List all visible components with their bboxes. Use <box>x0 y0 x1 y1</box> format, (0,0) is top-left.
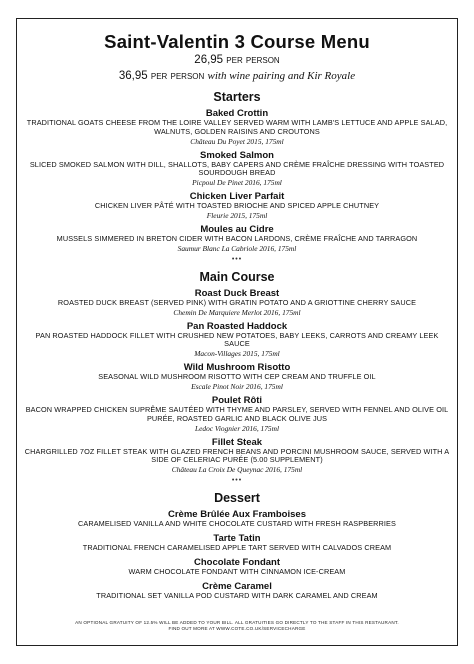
wine-pairing: Escale Pinot Noir 2016, 175ml <box>191 381 283 391</box>
menu-item <box>22 224 452 253</box>
wine-pairing: Chemin De Marquiere Merlot 2016, 175ml <box>173 307 301 317</box>
price-line-wine <box>22 70 452 83</box>
dish-name: Chicken Liver Parfait <box>189 191 285 203</box>
menu-item <box>22 437 452 475</box>
dish-description: CHARGRILLED 7OZ FILLET STEAK WITH GLAZED FRENCH BEANS AND PORCINI MUSHROOM SAUCE, SERVED WITH A SIDE OF CELERIAC PURÉE (5.00 SUPPLEMENT) <box>24 446 450 465</box>
dish-description: WARM CHOCOLATE FONDANT WITH CINNAMON ICE-CREAM <box>128 566 346 576</box>
section-separator: ••• <box>231 477 243 485</box>
dish-description: SEASONAL WILD MUSHROOM RISOTTO WITH CEP CREAM AND TRUFFLE OIL <box>98 372 376 382</box>
dish-description: ROASTED DUCK BREAST (SERVED PINK) WITH GRATIN POTATO AND A GRIOTTINE CHERRY SAUCE <box>57 297 417 307</box>
section-heading-main: Main Course <box>199 269 275 284</box>
wine-pairing: Fleurie 2015, 175ml <box>206 210 268 220</box>
menu-item <box>22 362 452 391</box>
menu-item <box>22 557 452 577</box>
price-line: 26,95 per person <box>194 54 280 66</box>
footer-line: AN OPTIONAL GRATUITY OF 12.5% WILL BE ADDED TO YOUR BILL. ALL GRATUITIES GO DIRECTLY TO THE STAFF IN THIS RESTAURANT. <box>75 620 399 625</box>
dessert-list <box>22 509 452 600</box>
menu-item <box>22 321 452 359</box>
menu-item <box>22 581 452 601</box>
dish-name: Crème Brûlée Aux Framboises <box>168 509 306 521</box>
dish-name: Baked Crottin <box>205 108 269 119</box>
menu-title: Saint-Valentin 3 Course Menu <box>104 31 370 52</box>
dish-description: TRADITIONAL FRENCH CARAMELISED APPLE TART SERVED WITH CALVADOS CREAM <box>82 542 392 552</box>
dish-name: Pan Roasted Haddock <box>186 320 288 332</box>
section-separator: ••• <box>231 255 243 263</box>
gratuity-footer <box>24 620 450 632</box>
dish-description: MUSSELS SIMMERED IN BRETON CIDER WITH BACON LARDONS, CRÈME FRAÎCHE AND TARRAGON <box>56 233 418 243</box>
dish-name: Tarte Tatin <box>213 532 261 544</box>
section-heading-dessert: Dessert <box>214 491 260 506</box>
dish-description: BACON WRAPPED CHICKEN SUPRÊME SAUTÉED WITH THYME AND PARSLEY, SERVED WITH FENNEL AND OLIVE OIL PURÉE, ROASTED GARLIC AND BLACK OLIVE JUS <box>25 404 449 423</box>
price-amount: 36,95 per person <box>118 70 205 82</box>
dish-name: Chocolate Fondant <box>193 556 281 568</box>
menu-item <box>22 395 452 433</box>
dish-description: PAN ROASTED HADDOCK FILLET WITH CRUSHED NEW POTATOES, BABY LEEKS, CARROTS AND CREAMY LEEK SAUCE <box>35 330 439 349</box>
menu-content <box>22 28 452 604</box>
dish-name: Fillet Steak <box>211 436 263 448</box>
dish-name: Poulet Rôti <box>211 394 263 406</box>
wine-pairing: Macon-Villages 2015, 175ml <box>194 349 280 359</box>
dish-name: Smoked Salmon <box>200 149 274 161</box>
menu-item <box>22 150 452 188</box>
dish-description: CHICKEN LIVER PÂTÉ WITH TOASTED BRIOCHE AND SPICED APPLE CHUTNEY <box>94 201 380 211</box>
section-heading-starters: Starters <box>213 90 261 104</box>
menu-item <box>22 288 452 317</box>
footer-line: FIND OUT MORE AT WWW.COTE.CO.UK/SERVICECHARGE <box>168 626 306 631</box>
dish-name: Roast Duck Breast <box>194 287 280 299</box>
wine-pairing: Ledoc Viognier 2016, 175ml <box>194 423 280 433</box>
dish-description: SLICED SMOKED SALMON WITH DILL, SHALLOTS, BABY CAPERS AND CRÈME FRAÎCHE DRESSING WITH TOASTED SOURDOUGH BREAD <box>29 159 445 178</box>
wine-pairing: Saumur Blanc La Cabriole 2016, 175ml <box>177 243 297 253</box>
wine-pairing: Picpoul De Pinet 2016, 175ml <box>192 178 282 188</box>
dish-name: Moules au Cidre <box>200 223 274 235</box>
dish-name: Wild Mushroom Risotto <box>183 362 291 374</box>
dish-description: TRADITIONAL GOATS CHEESE FROM THE LOIRE VALLEY SERVED WARM WITH LAMB'S LETTUCE AND APPLE SALAD, WALNUTS, GOLDEN RAISINS AND CROUTONS <box>26 118 448 136</box>
dish-name: Crème Caramel <box>202 580 272 592</box>
dish-description: TRADITIONAL SET VANILLA POD CUSTARD WITH DARK CARAMEL AND CREAM <box>96 590 378 600</box>
menu-item <box>22 533 452 553</box>
dish-description: CARAMELISED VANILLA AND WHITE CHOCOLATE CUSTARD WITH FRESH RASPBERRIES <box>78 519 396 529</box>
menu-item <box>22 191 452 220</box>
price-note: with wine pairing and Kir Royale <box>207 70 356 82</box>
menu-item <box>22 108 452 146</box>
starters-list <box>22 108 452 253</box>
menu-item <box>22 509 452 529</box>
main-course-list <box>22 288 452 474</box>
wine-pairing: Château La Croix De Queynac 2016, 175ml <box>171 465 303 475</box>
wine-pairing: Château Du Poyet 2015, 175ml <box>190 136 284 146</box>
